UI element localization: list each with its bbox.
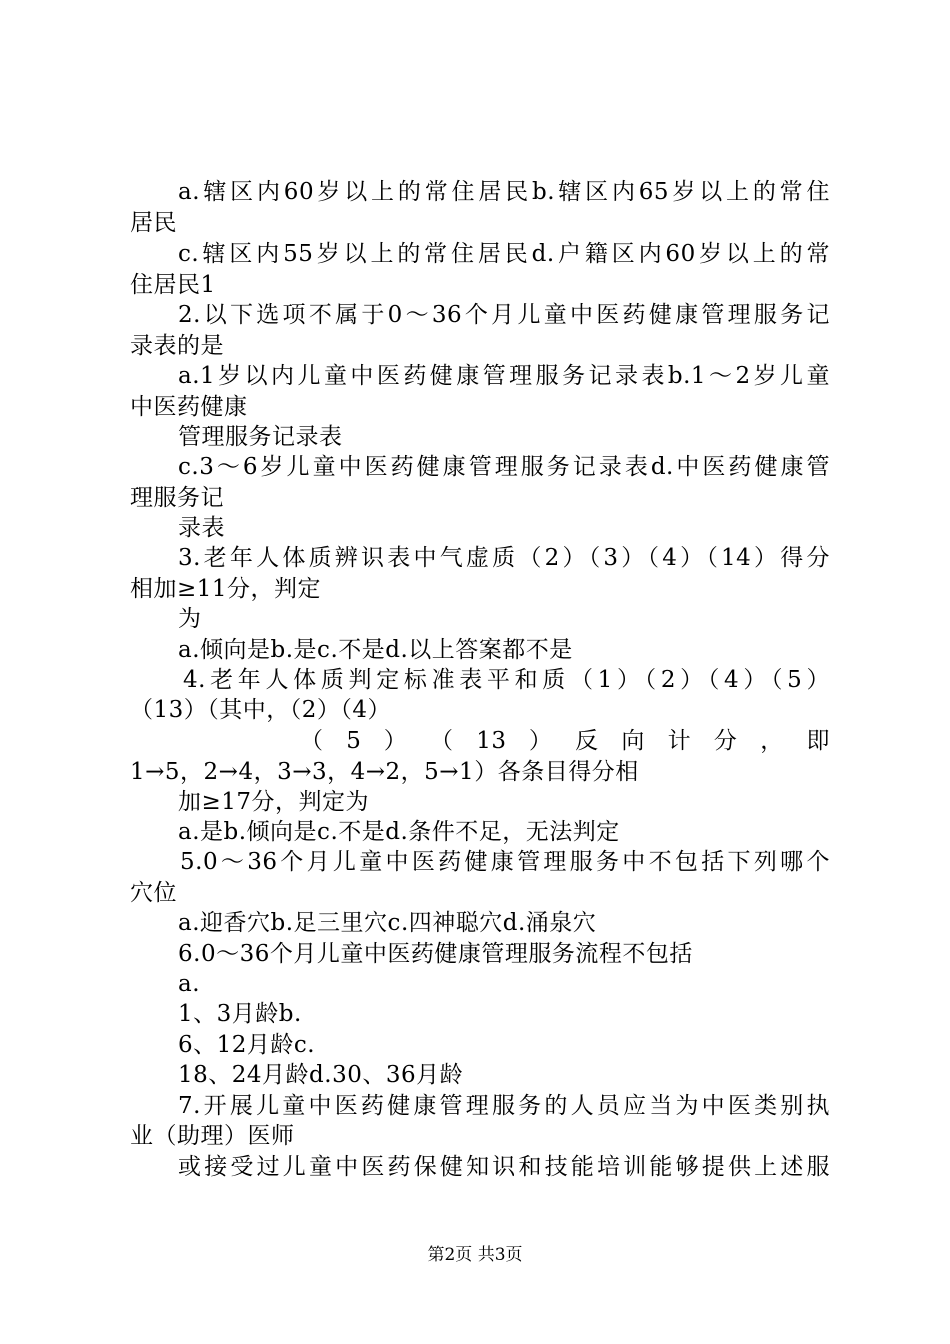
text-line: 4.老年人体质判定标准表平和质（1）（2）（4）（5） [183, 667, 830, 693]
text-line: 录表 [178, 515, 225, 541]
text-line: （ 5 ） （ 13 ） 反 向 计 分 ， 即 [300, 728, 830, 754]
text-line: 穴位 [130, 880, 177, 906]
text-line: 录表的是 [130, 333, 224, 359]
text-line: 管理服务记录表 [178, 424, 343, 450]
text-line: 理服务记 [130, 485, 224, 511]
text-line: a.1岁以内儿童中医药健康管理服务记录表b.1～2岁儿童 [178, 363, 830, 389]
text-line: a. [178, 971, 201, 997]
text-line: 业（助理）医师 [130, 1123, 295, 1149]
text-line: 3.老年人体质辨识表中气虚质（2）（3）（4）（14）得分 [178, 545, 830, 571]
text-line: （13）（其中，（2）（4） [130, 697, 392, 723]
text-line: 1、3月龄b. [178, 1001, 302, 1027]
text-line: 居民 [130, 210, 177, 236]
text-line: a.是b.倾向是c.不是d.条件不足，无法判定 [178, 819, 620, 845]
text-line: 6.0～36个月儿童中医药健康管理服务流程不包括 [178, 941, 693, 967]
text-line: 相加≥11分，判定 [130, 576, 322, 602]
page-number-footer: 第2页 共3页 [427, 1245, 523, 1265]
text-line: 6、12月龄c. [178, 1032, 316, 1058]
text-line: 5.0～36个月儿童中医药健康管理服务中不包括下列哪个 [180, 849, 830, 875]
text-line: a.倾向是b.是c.不是d.以上答案都不是 [178, 637, 573, 663]
text-line: a.辖区内60岁以上的常住居民b.辖区内65岁以上的常住 [178, 179, 830, 205]
text-line: c.3～6岁儿童中医药健康管理服务记录表d.中医药健康管 [178, 454, 830, 480]
text-line: 2.以下选项不属于0～36个月儿童中医药健康管理服务记 [178, 302, 830, 328]
text-line: 1→5，2→4，3→3，4→2，5→1）各条目得分相 [130, 759, 639, 785]
text-line: 中医药健康 [130, 394, 248, 420]
text-line: 为 [178, 606, 202, 632]
text-line: 加≥17分，判定为 [178, 789, 370, 815]
text-line: 18、24月龄d.30、36月龄 [178, 1062, 464, 1088]
text-line: c.辖区内55岁以上的常住居民d.户籍区内60岁以上的常 [178, 241, 830, 267]
text-line: 7.开展儿童中医药健康管理服务的人员应当为中医类别执 [178, 1093, 830, 1119]
text-line: 或接受过儿童中医药保健知识和技能培训能够提供上述服 [178, 1154, 830, 1180]
text-line: a.迎香穴b.足三里穴c.四神聪穴d.涌泉穴 [178, 910, 597, 936]
text-line: 住居民1 [130, 272, 216, 298]
